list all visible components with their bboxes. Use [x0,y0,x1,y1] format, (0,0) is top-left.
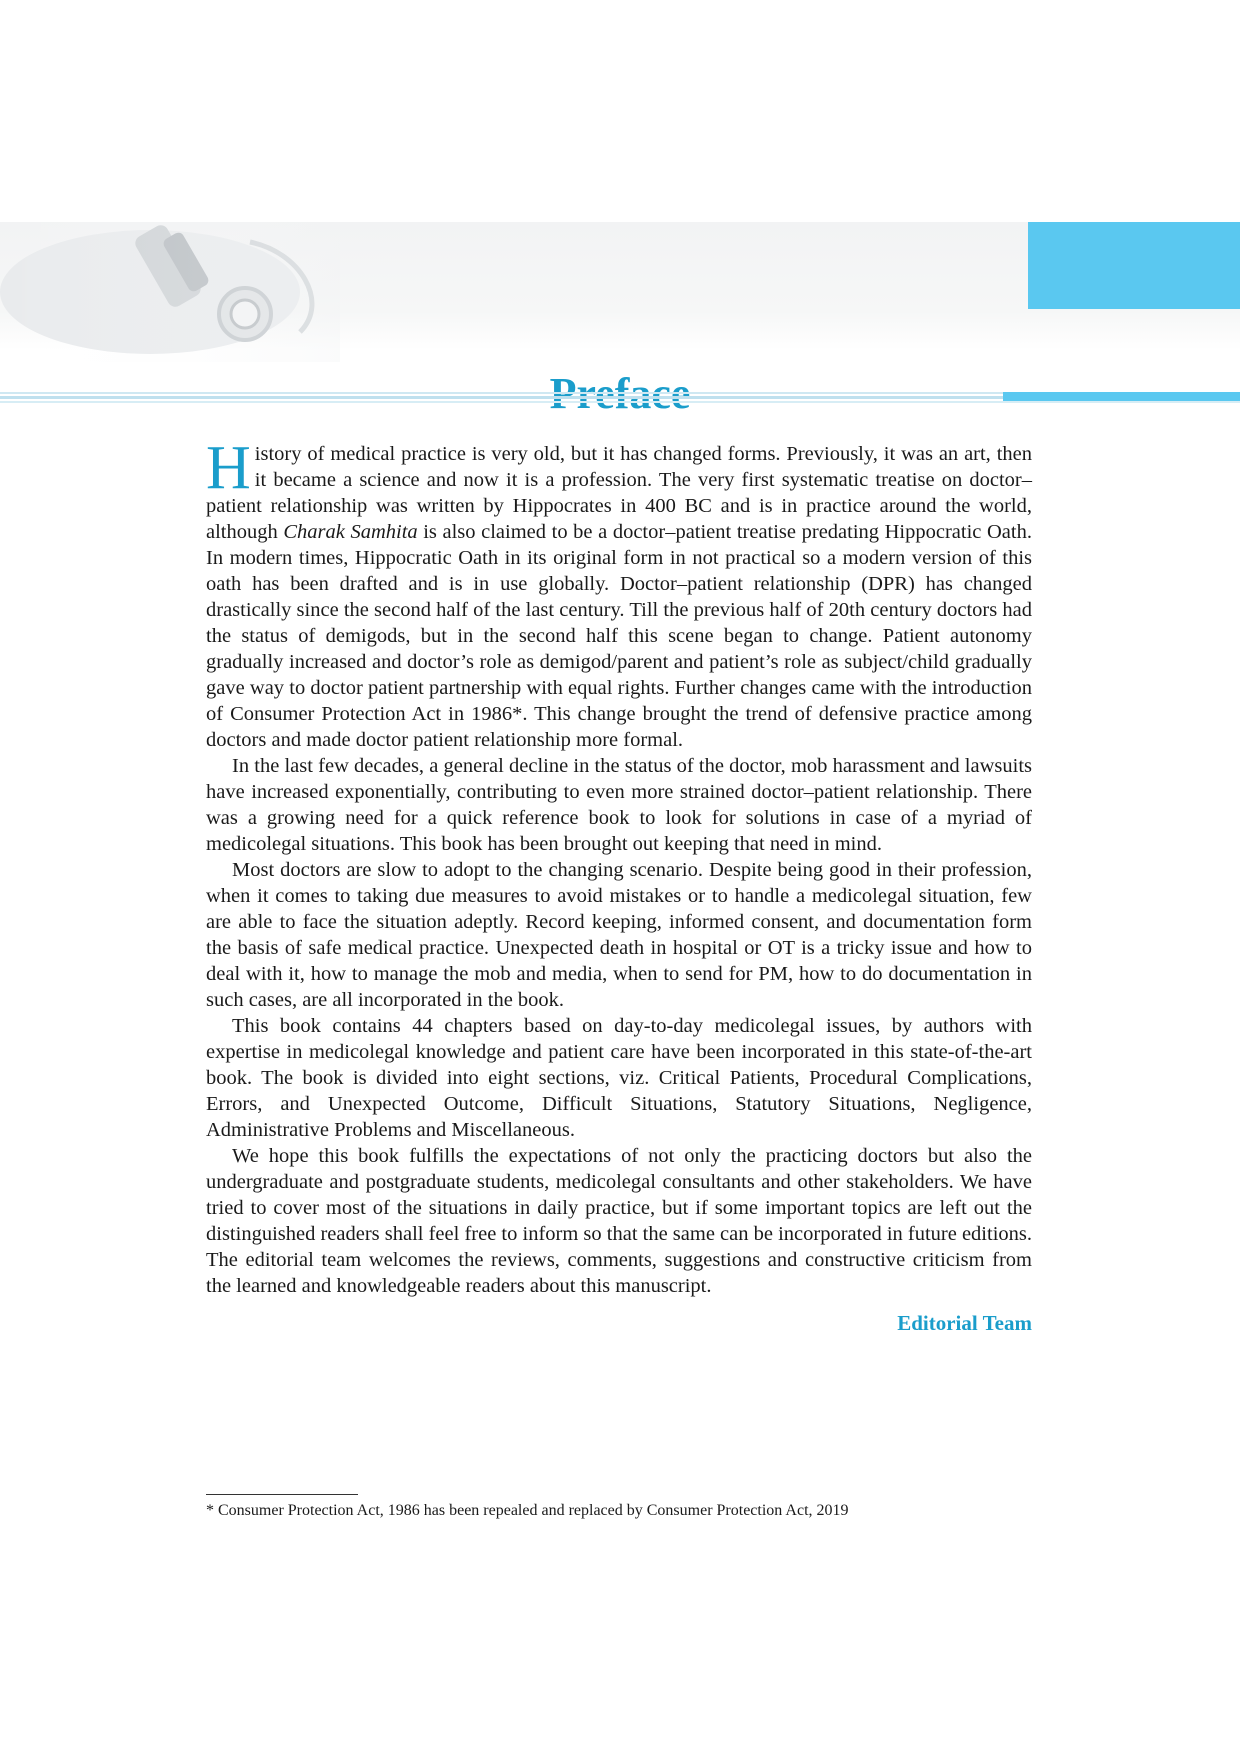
footnote-rule [206,1494,358,1495]
paragraph [206,434,1032,753]
paragraph: Most doctors are slow to adopt to the changing scenario. Despite being good in their profession, when it comes to taking due measures to avoid mistakes or to handle a medicolegal situation, few are able to face the situation adeptly. Record keeping, informed consent, and documentation form the basis of safe medical practice. Unexpected death in hospital or OT is a tricky issue and how to deal with it, how to manage the mob and media, when to send for PM, how to do documentation in such cases, are all incorporated in the book. [206,859,1032,1011]
title-rule [0,401,1240,403]
paragraph: In the last few decades, a general decline in the status of the doctor, mob harassment and lawsuits have increased exponentially, contributing to even more strained doctor–patient relationship. There was a growing need for a quick reference book to look for solutions in case of a myriad of medicolegal situations. This book has been brought out keeping that need in mind. [206,755,1032,855]
footnote: * Consumer Protection Act, 1986 has been repealed and replaced by Consumer Protection Act, 2019 [206,1502,849,1519]
preface-body [206,434,1032,1337]
paragraph-text: is also claimed to be a doctor–patient treatise predating Hippocratic Oath. In modern times, Hippocratic Oath in its original form in not practical so a modern version of this oath has been drafted and is in use globally. Doctor–patient relationship (DPR) has changed drastically since the second half of the last century. Till the previous half of 20th century doctors had the status of demigods, but in the second half this scene began to change. Patient autonomy gradually increased and doctor’s role as demigod/parent and patient’s role as subject/child gradually gave way to doctor patient partnership with equal rights. Further changes came with the introduction of Consumer Protection Act in 1986*. This change brought the trend of defensive practice among doctors and made doctor patient relationship more formal. [206,521,1032,751]
title-rule-accent [1003,392,1240,401]
header-accent-block [1028,222,1240,309]
italic-title: Charak Samhita [283,521,418,543]
paragraph: We hope this book fulfills the expectations of not only the practicing doctors but also the undergraduate and postgraduate students, medicolegal consultants and other stakeholders. We have tried to cover most of the situations in daily practice, but if some important topics are left out the distinguished readers shall feel free to inform so that the same can be incorporated in future editions. The editorial team welcomes the reviews, comments, suggestions and constructive criticism from the learned and knowledgeable readers about this manuscript. [206,1145,1032,1297]
signature: Editorial Team [897,1311,1032,1335]
paragraph-text: istory of medical practice is very old, but it has changed forms. Previously, it was an art, then it became a science and now it is a profession. The very first systematic treatise on doctor–patient relationship was written by Hippocrates in 400 BC and is in practice around the world, although [206,443,1032,543]
stethoscope-icon [0,222,340,362]
dropcap: H [206,434,251,502]
paragraph: This book contains 44 chapters based on day-to-day medicolegal issues, by authors with expertise in medicolegal knowledge and patient care have been incorporated in this state-of-the-art book. The book is divided into eight sections, viz. Critical Patients, Procedural Complications, Errors, and Unexpected Outcome, Difficult Situations, Statutory Situations, Negligence, Administrative Problems and Miscellaneous. [206,1015,1032,1141]
